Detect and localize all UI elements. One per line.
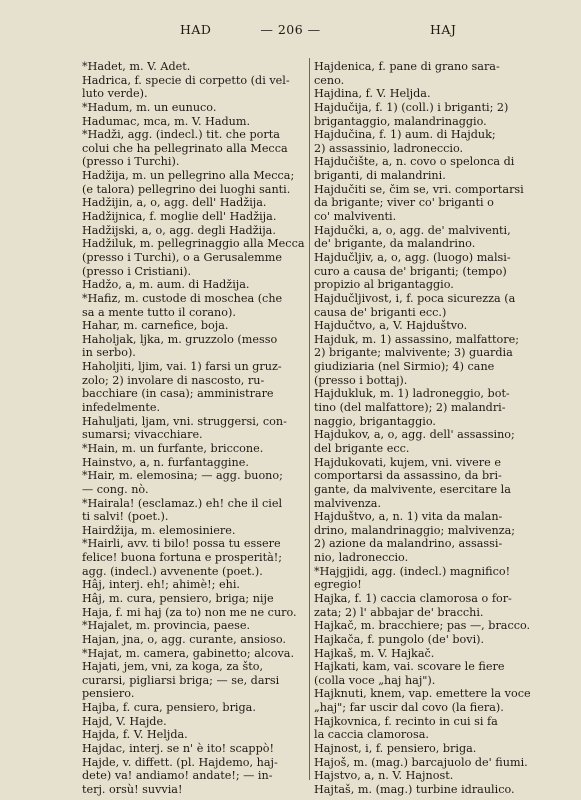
entry-line: colui che ha pellegrinato alla Mecca xyxy=(82,141,288,155)
right-column xyxy=(314,60,562,797)
entry-line: dete) va! andiamo! andate!; — in- xyxy=(82,769,273,783)
entry-line: 2) assassinio, ladroneccio. xyxy=(314,141,464,155)
entry-line: *Hadum, m. un eunuco. xyxy=(82,100,217,114)
left-column xyxy=(82,60,308,797)
entry-line: Hadžijnica, f. moglie dell' Hadžija. xyxy=(82,210,277,224)
entry-line: 2) brigante; malvivente; 3) guardia xyxy=(314,346,513,360)
entry-line: *Hajgjidi, agg. (indecl.) magnifico! xyxy=(314,564,511,578)
entry-line: la caccia clamorosa. xyxy=(314,728,429,742)
entry-line: Hajstvo, a, n. V. Hajnost. xyxy=(314,769,454,783)
entry-line: Hajdučki, a, o, agg. de' malviventi, xyxy=(314,223,511,237)
entry-line: *Hair, m. elemosina; — agg. buono; xyxy=(82,469,283,483)
running-head-right: HAJ xyxy=(430,22,457,37)
entry-line: Hajdučljivost, i, f. poca sicurezza (a xyxy=(314,291,516,305)
entry-line: del brigante ecc. xyxy=(314,441,410,455)
entry-line: *Hairala! (esclamaz.) eh! che il ciel xyxy=(82,496,283,510)
entry-line: Hajkač, m. bracchiere; pas —, bracco. xyxy=(314,619,531,633)
entry-line: *Hajat, m. camera, gabinetto; alcova. xyxy=(82,646,295,660)
entry-line: agg. (indecl.) avvenente (poet.). xyxy=(82,564,263,578)
entry-line: (e talora) pellegrino dei luoghi santi. xyxy=(82,182,291,196)
entry-line: Hajduk, m. 1) assassino, malfattore; xyxy=(314,332,519,346)
entry-line: ti salvi! (poet.). xyxy=(82,510,169,524)
entry-line: Hajdučina, f. 1) aum. di Hajduk; xyxy=(314,128,496,142)
entry-line: Hajtaš, m. (mag.) turbine idraulico. xyxy=(314,782,515,796)
entry-line: gante, da malvivente, esercitare la xyxy=(314,482,511,496)
entry-line: Hajdukov, a, o, agg. dell' assassino; xyxy=(314,428,515,442)
entry-line: Haholjiti, ljim, vai. 1) farsi un gruz- xyxy=(82,360,282,374)
entry-line: (colla voce „haj haj"). xyxy=(314,673,436,687)
entry-line: causa de' briganti ecc.) xyxy=(314,305,447,319)
entry-line: Hajda, f. V. Heljda. xyxy=(82,728,188,742)
entry-line: Hajka, f. 1) caccia clamorosa o for- xyxy=(314,591,512,605)
running-head-left: HAD xyxy=(180,22,212,37)
entry-line: Hainstvo, a, n. furfantaggine. xyxy=(82,455,249,469)
entry-line: Hajdina, f. V. Heljda. xyxy=(314,87,431,101)
entry-line: (presso i Turchi), o a Gerusalemme xyxy=(82,250,283,264)
entry-line: infedelmente. xyxy=(82,401,161,415)
entry-line: Hadžo, a, m. aum. di Hadžija. xyxy=(82,278,250,292)
entry-line: Hajdenica, f. pane di grano sara- xyxy=(314,60,500,73)
entry-line: Hajdučljiv, a, o, agg. (luogo) malsi- xyxy=(314,250,511,264)
entry-line: Hajkovnica, f. recinto in cui si fa xyxy=(314,714,498,728)
entry-line: Hâj, m. cura, pensiero, briga; nije xyxy=(82,591,274,605)
entry-line: Haja, f. mi haj (za to) non me ne curo. xyxy=(82,605,297,619)
entry-line: (presso i Cristiani). xyxy=(82,264,192,278)
entry-line: Hajdučtvo, a, V. Hajduštvo. xyxy=(314,319,468,333)
entry-line: 2) azione da malandrino, assassi- xyxy=(314,537,503,551)
entry-line: Hahar, m. carnefice, boja. xyxy=(82,319,229,333)
entry-line: Hajdac, interj. se n' è ito! scappò! xyxy=(82,742,274,756)
entry-line: Hâj, interj. eh!; ahimè!; ehi. xyxy=(82,578,240,592)
entry-line: Hadžija, m. un pellegrino alla Mecca; xyxy=(82,169,295,183)
entry-line: *Hafiz, m. custode di moschea (che xyxy=(82,291,283,305)
entry-line: curo a causa de' briganti; (tempo) xyxy=(314,264,507,278)
entry-line: Hajan, jna, o, agg. curante, ansioso. xyxy=(82,632,286,646)
entry-line: drino, malandrinaggio; malvivenza; xyxy=(314,523,516,537)
entry-line: Hairdžija, m. elemosiniere. xyxy=(82,523,236,537)
entry-line: in serbo). xyxy=(82,346,136,360)
entry-line: da brigante; viver co' briganti o xyxy=(314,196,494,210)
entry-line: zolo; 2) involare di nascosto, ru- xyxy=(82,373,265,387)
entry-line: Hajde, v. diffett. (pl. Hajdemo, haj- xyxy=(82,755,278,769)
entry-line: bacchiare (in casa); amministrare xyxy=(82,387,274,401)
entry-line: Hajkaš, m. V. Hajkač. xyxy=(314,646,435,660)
entry-line: — cong. nò. xyxy=(82,482,149,496)
entry-line: (presso i bottaj). xyxy=(314,373,408,387)
entry-line: Hajba, f. cura, pensiero, briga. xyxy=(82,701,256,715)
entry-line: naggio, brigantaggio. xyxy=(314,414,436,428)
entry-line: Hajnost, i, f. pensiero, briga. xyxy=(314,742,477,756)
entry-line: sa a mente tutto il corano). xyxy=(82,305,236,319)
entry-line: Hajdučija, f. 1) (coll.) i briganti; 2) xyxy=(314,100,509,114)
page-number: — 206 — xyxy=(260,22,321,37)
entry-line: zata; 2) l' abbajar de' bracchi. xyxy=(314,605,484,619)
entry-line: *Hain, m. un furfante, briccone. xyxy=(82,441,264,455)
entry-line: Hadžijin, a, o, agg. dell' Hadžija. xyxy=(82,196,267,210)
entry-line: co' malviventi. xyxy=(314,210,397,224)
entry-line: Hadžijski, a, o, agg. degli Hadžija. xyxy=(82,223,276,237)
entry-line: comportarsi da assassino, da bri- xyxy=(314,469,502,483)
entry-line: pensiero. xyxy=(82,687,135,701)
entry-line: brigantaggio, malandrinaggio. xyxy=(314,114,487,128)
entry-line: *Hadet, m. V. Adet. xyxy=(82,60,191,73)
entry-line: Hadumac, mca, m. V. Hadum. xyxy=(82,114,251,128)
entry-line: *Hadži, agg. (indecl.) tit. che porta xyxy=(82,128,280,142)
entry-line: Hajkača, f. pungolo (de' bovi). xyxy=(314,632,485,646)
entry-line: Hajoš, m. (mag.) barcajuolo de' fiumi. xyxy=(314,755,528,769)
entry-line: sumarsi; vivacchiare. xyxy=(82,428,203,442)
entry-line: Hajkati, kam, vai. scovare le fiere xyxy=(314,660,505,674)
entry-line: Hajdučiti se, čim se, vri. comportarsi xyxy=(314,182,524,196)
entry-line: nio, ladroneccio. xyxy=(314,551,409,565)
entry-line: Hajknuti, knem, vap. emettere la voce xyxy=(314,687,531,701)
entry-line: egregio! xyxy=(314,578,362,592)
entry-line: ceno. xyxy=(314,73,345,87)
entry-line: Hajdukovati, kujem, vni. vivere e xyxy=(314,455,501,469)
entry-line: Hajdukluk, m. 1) ladroneggio, bot- xyxy=(314,387,510,401)
entry-line: Hahuljati, ljam, vni. struggersi, con- xyxy=(82,414,287,428)
entry-line: curarsi, pigliarsi briga; — se, darsi xyxy=(82,673,280,687)
entry-line: Hajduštvo, a, n. 1) vita da malan- xyxy=(314,510,503,524)
entry-line: (presso i Turchi). xyxy=(82,155,180,169)
entry-line: Hadžiluk, m. pellegrinaggio alla Mecca xyxy=(82,237,305,251)
entry-line: *Hajalet, m. provincia, paese. xyxy=(82,619,251,633)
entry-line: Haholjak, ljka, m. gruzzolo (messo xyxy=(82,332,278,346)
entry-line: „haj"; far uscir dal covo (la fiera). xyxy=(314,701,504,715)
column-divider xyxy=(309,58,310,780)
entry-line: luto verde). xyxy=(82,87,148,101)
entry-line: Hajdučište, a, n. covo o spelonca di xyxy=(314,155,515,169)
entry-line: Hajati, jem, vni, za koga, za što, xyxy=(82,660,264,674)
entry-line: giudiziaria (nel Sirmio); 4) cane xyxy=(314,360,495,374)
entry-line: de' brigante, da malandrino. xyxy=(314,237,476,251)
entry-line: malvivenza. xyxy=(314,496,382,510)
entry-line: Hajd, V. Hajde. xyxy=(82,714,167,728)
entry-line: Hadrica, f. specie di corpetto (di vel- xyxy=(82,73,290,87)
entry-line: terj. orsù! suvvia! xyxy=(82,782,183,796)
entry-line: *Hairli, avv. ti bilo! possa tu essere xyxy=(82,537,281,551)
entry-line: felice! buona fortuna e prosperità!; xyxy=(82,551,283,565)
entry-line: tino (del malfattore); 2) malandri- xyxy=(314,401,506,415)
entry-line: propizio al brigantaggio. xyxy=(314,278,454,292)
entry-line: briganti, di malandrini. xyxy=(314,169,446,183)
